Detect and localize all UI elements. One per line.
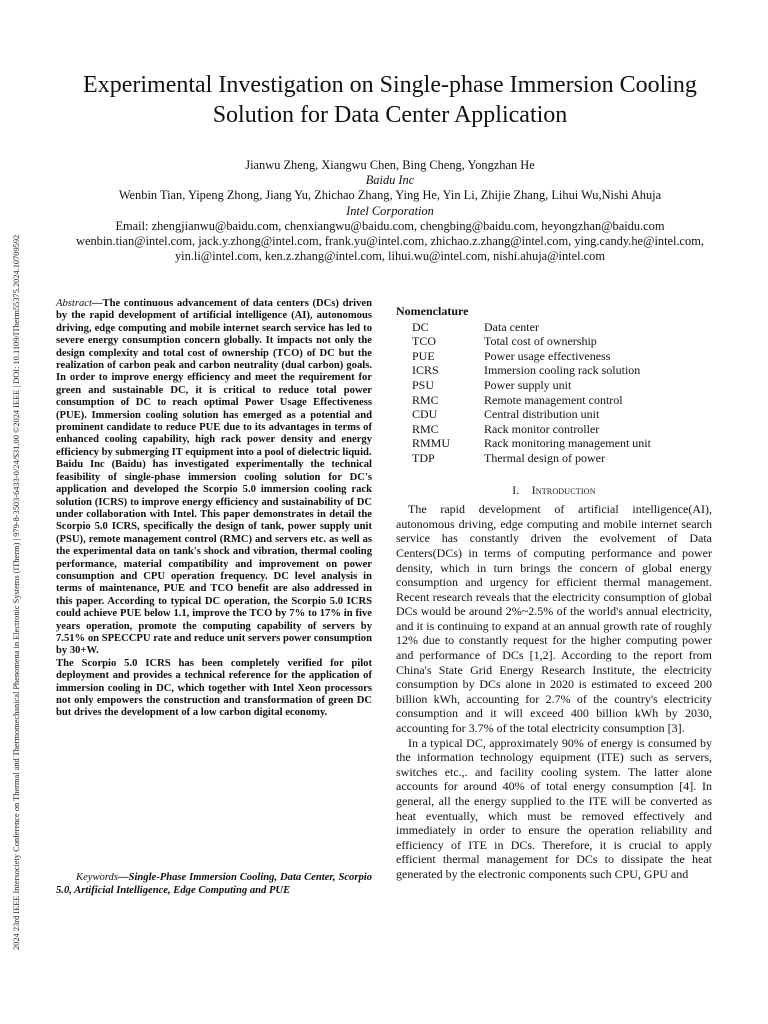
nomenclature-definition: Immersion cooling rack solution — [484, 363, 641, 378]
nomenclature-definition: Rack monitor controller — [484, 421, 600, 436]
baidu-authors: Jianwu Zheng, Xiangwu Chen, Bing Cheng, Yongzhan He — [245, 158, 535, 172]
section-title: Introduction — [531, 484, 596, 497]
nomenclature-row — [412, 393, 651, 408]
abstract-text-1: —The continuous advancement of data centers (DCs) driven by the rapid development of artificial intelligence (AI), autonomous driving, edge computing and mobile internet search service has led to severe energy consumption concern globally. It impacts not only the design complexity and total cost of ownership (TCO) of DC but the realization of carbon peak and carbon neutrality (dual carbon) goals. In order to improve energy efficiency and meet the requirement for green and sustainable DC, it is critical to reduce total power consumption of DC to reach optimal Power Usage Effectiveness (PUE). Immersion cooling solution has emerged as a potential and prominent candidate to reduce PUE due to its advantages in terms of enhanced cooling capability, high rack power density and energy efficiency by submerging IT equipment into a pool of dielectric liquid. — [56, 298, 372, 458]
nomenclature-abbreviation: ICRS — [412, 363, 439, 378]
nomenclature-row — [412, 334, 651, 349]
abstract-paragraph-1 — [56, 298, 372, 459]
nomenclature-definition: Power usage effectiveness — [484, 348, 611, 363]
email-line-3: yin.li@intel.com, ken.z.zhang@intel.com, lihui.wu@intel.com, nishi.ahuja@intel.com — [174, 249, 605, 264]
keywords-text: —Single-Phase Immersion Cooling, Data Center, Scorpio 5.0, Artificial Intelligence, Edge Computing and PUE — [56, 872, 372, 896]
section-number: I. — [512, 484, 520, 497]
email-line-1: Email: zhengjianwu@baidu.com, chenxiangwu@baidu.com, chengbing@baidu.com, heyongzhan@baidu.com — [115, 218, 665, 233]
title-line-2: Solution for Data Center Application — [212, 102, 568, 128]
nomenclature-row — [412, 407, 651, 422]
email-line-2: wenbin.tian@intel.com, jack.y.zhong@intel.com, frank.yu@intel.com, zhichao.z.zhang@intel.com, ying.candy.he@intel.com, — [76, 234, 704, 249]
intel-authors: Wenbin Tian, Yipeng Zhong, Jiang Yu, Zhichao Zhang, Ying He, Yin Li, Zhijie Zhang, Lihui Wu,Nishi Ahuja — [118, 188, 662, 203]
nomenclature-abbreviation: RMMU — [412, 436, 451, 451]
nomenclature-abbreviation: TDP — [412, 450, 435, 465]
nomenclature-abbreviation: PSU — [412, 377, 435, 392]
paper-title — [40, 70, 740, 130]
nomenclature-abbreviation: TCO — [412, 334, 436, 349]
intel-affiliation: Intel Corporation — [346, 203, 434, 218]
baidu-affiliation: Baidu Inc — [365, 173, 415, 188]
abstract-label: Abstract — [56, 298, 92, 309]
side-margin-citation: 2024 23rd IEEE Intersociety Conference on Thermal and Thermomechanical Phenomena in Electronic Systems (ITherm) | 979-8-3503-6433-0/24/$31.00 ©2024 IEEE | DOI: 10.1109/ITherm55375.2024.10709592 — [12, 234, 21, 950]
abstract-paragraph-2: Baidu Inc (Baidu) has investigated experimentally the technical feasibility of single-phase immersion cooling solution for DC's application and developed the Scorpio 5.0 immersion cooling rack solution (ICRS) to improve energy efficiency and sustainability of DC under collaboration with Intel. This paper demonstrates in detail the Scorpio 5.0 ICRS, specifically the design of tank, power supply unit (PSU), remote management control (RMC) and servers etc. as well as the experimental data on tank's shock and vibration, thermal cooling performance, material compatibility and improvement on power consumption and CPU operation frequency. DC level analysis in terms of maintenance, PUE and TCO benefit are also addressed in this paper. According to typical DC operation, the Scorpio 5.0 ICRS could achieve PUE below 1.1, improve the TCO by 7% to 17% in five years operation, promote the computing capability of servers by 7.51% on SPECCPU rate and reduce unit servers power consumption by 30+W. — [56, 459, 372, 657]
nomenclature-row — [412, 349, 651, 364]
nomenclature-abbreviation: CDU — [412, 407, 438, 422]
introduction-paragraph-1: The rapid development of artificial intelligence(AI), autonomous driving, edge computing and mobile internet search service has constantly driven the evolvement of Data Centers(DCs) in terms of computing performance and power density, which in turn brings the concern of global energy consumption and urgency for efficient thermal management. Recent research reveals that the electricity consumption of global DCs would be around 2%~2.5% of the world's annual electricity, and it is continuing to expand at an annual growth rate of roughly 12% due to constantly request for the higher computing power and performance of DCs [1,2]. According to the report from China's State Grid Energy Research Institute, the electricity consumption by DCs alone in 2020 is estimated to exceed 200 billion kWh, accounting for 2.7% of the country's electricity consumption and it will exceed 400 billion kWh by 2030, accounting for 3.7% of the total electricity consumption [3]. — [396, 502, 712, 736]
nomenclature-table — [412, 320, 651, 466]
introduction-heading — [396, 484, 712, 499]
nomenclature-definition: Rack monitoring management unit — [484, 436, 651, 451]
abstract-paragraph-3: The Scorpio 5.0 ICRS has been completely verified for pilot deployment and provides a technical reference for the application of immersion cooling in DC, which together with Intel Xeon processors not only empowers the construction and transformation of green DC but drives the development of a low carbon digital economy. — [56, 657, 372, 719]
nomenclature-definition: Remote management control — [484, 392, 623, 407]
nomenclature-abbreviation: DC — [412, 319, 429, 334]
author-block — [40, 158, 740, 264]
nomenclature-definition: Central distribution unit — [484, 407, 600, 422]
nomenclature-row — [412, 422, 651, 437]
nomenclature-definition: Thermal design of power — [484, 450, 605, 465]
abstract-section — [56, 298, 372, 720]
nomenclature-row — [412, 436, 651, 451]
nomenclature-definition: Data center — [484, 319, 539, 334]
introduction-body — [396, 502, 712, 881]
nomenclature-abbreviation: RMC — [412, 421, 439, 436]
nomenclature-abbreviation: RMC — [412, 392, 439, 407]
introduction-paragraph-2: In a typical DC, approximately 90% of energy is consumed by the information technology equipment (ITE) such as servers, switches etc.,. and facility cooling system. The latter alone accounts for around 40% of total energy consumption [4]. In general, all the energy supplied to the ITE will be converted as heat eventually, which must be removed effectively and immediately in order to ensure the operation reliability and efficiency of ITE in DCs. Therefore, it is crucial to apply efficient thermal management for DCs to dissipate the heat generated by the electronic components such CPU, GPU and — [396, 735, 712, 881]
nomenclature-title: Nomenclature — [396, 304, 469, 318]
nomenclature-row — [412, 451, 651, 466]
keywords-section — [56, 871, 372, 897]
nomenclature-row — [412, 320, 651, 335]
nomenclature-definition: Power supply unit — [484, 377, 572, 392]
nomenclature-abbreviation: PUE — [412, 348, 435, 363]
right-column — [396, 304, 712, 882]
nomenclature-definition: Total cost of ownership — [484, 334, 597, 349]
title-line-1: Experimental Investigation on Single-phase Immersion Cooling — [83, 72, 697, 98]
nomenclature-row — [412, 378, 651, 393]
keywords-label: Keywords — [76, 872, 118, 883]
nomenclature-row — [412, 363, 651, 378]
